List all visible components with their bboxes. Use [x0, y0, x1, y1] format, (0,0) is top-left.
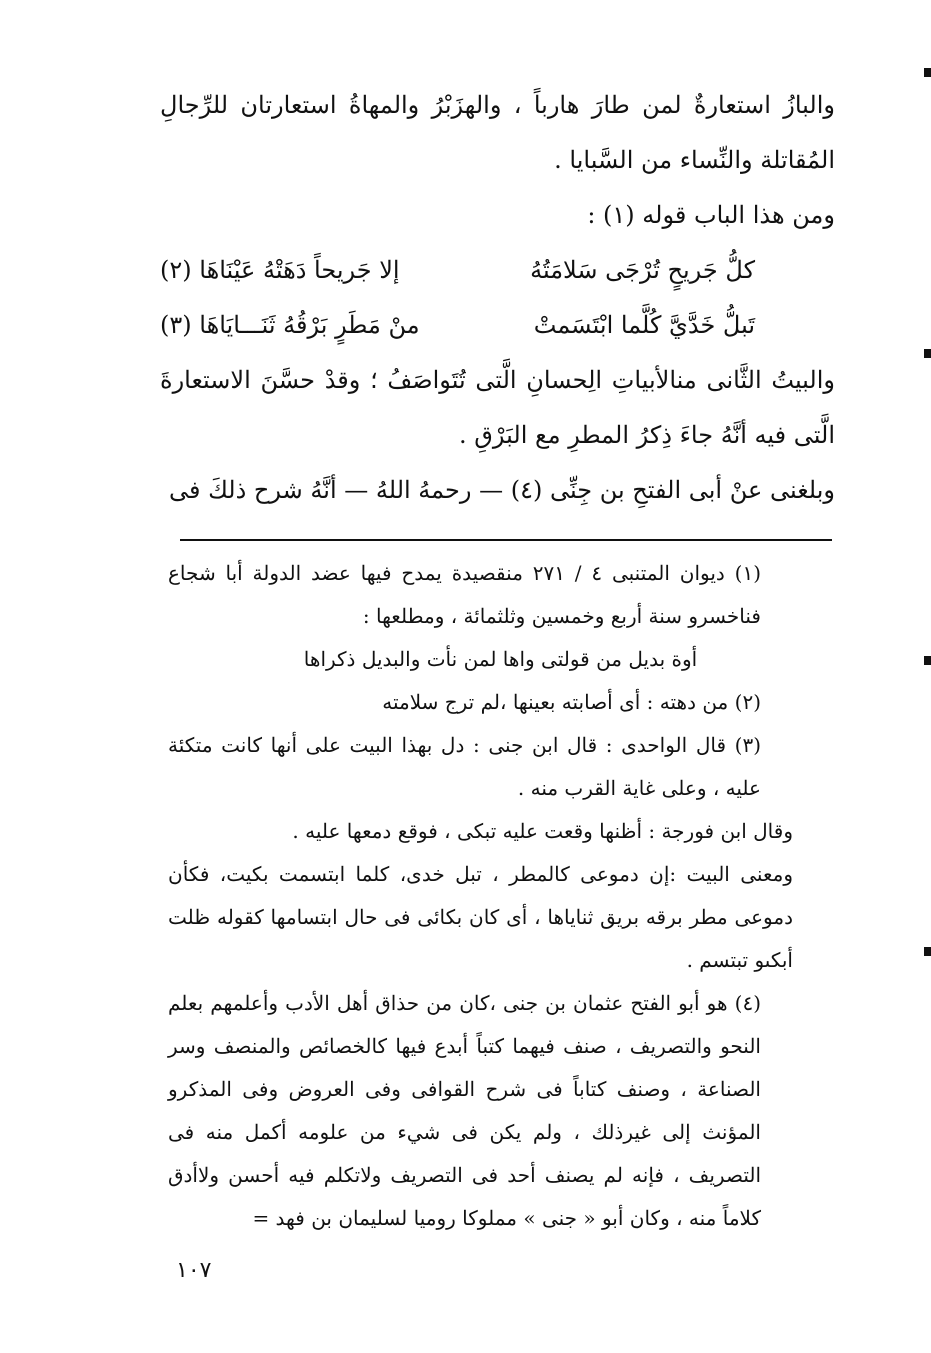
paragraph-3: وبلغنى عنْ أبى الفتحِ بن جِنِّى (٤) — رحمهُ اللهُ — أنَّهُ شرح ذلكَ فى	[168, 476, 835, 504]
footnote-separator	[180, 539, 832, 541]
paragraph-1: والبازُ استعارةٌ لمن طارَ هارباً ، والهزَبْرُ والمهاةُ استعارتان للرِّجالِ المُقاتلة والنِّساء من السَّبايا .	[160, 91, 835, 174]
main-text	[160, 78, 835, 518]
verse-2-first-hemistich: تَبلُّ خَدَّيَّ كُلَّما ابْتَسَمتْ	[533, 311, 755, 339]
footnote-4: (٤) هو أبو الفتح عثمان بن جنى ،كان من حذاق أهل الأدب وأعلمهم بعلم النحو والتصريف ، صنف فيهما كتباً أبدع فيها كالخصائص والمنصف وسر الصناعة ، وصنف كتاباً فى شرح القوافى وفى العروض وفى المذكرو المؤنث إلى غيرذلك ، ولم يكن فى شيء من علومه أكمل منه فى التصريف ، فإنه لم يصنف أحد فى التصريف ولاتكلم فيه أحسن ولاأدق كلاماً منه ، وكان أبو « جنى » مملوكا روميا لسليمان بن فهد =	[168, 991, 761, 1230]
margin-mark	[924, 349, 931, 358]
verse-line-1	[160, 243, 835, 298]
footnote-2: (٢) من دهته : أى أصابته بعينها ،لم ترج سلامته	[382, 690, 761, 714]
footnote-3: (٣) قال الواحدى : قال ابن جنى : دل بهذا البيت على أنها كانت متكئة عليه ، وعلى غاية القرب منه .	[168, 733, 761, 800]
footnote-1: (١) ديوان المتنبى ٤ / ٢٧١ منقصيدة يمدح فيها عضد الدولة أبا شجاع فناخسرو سنة أربع وخمسين وثلثمائة ، ومطلعها :	[168, 561, 761, 628]
verse-2-second-hemistich: منْ مَطَرٍ بَرْقُهُ ثَنَـــايَاهَا (٣)	[160, 311, 420, 339]
footnote-1-verse: أوة بديل من قولتى واها لمن نأت والبديل ذكراها	[303, 647, 698, 671]
paragraph-2: والبيتُ الثَّانى منالأبياتِ الِحسانِ الَّتى تُتَواصَفُ ؛ وقدْ حسَّنَ الاستعارةَ الَّتى فيه أنَّهُ جاءَ ذِكرُ المطرِ مع البَرْقِ .	[160, 366, 835, 449]
margin-mark	[924, 656, 931, 665]
margin-mark	[924, 68, 931, 77]
footnote-3-continuation-1: وقال ابن فورجة : أظنها وقعت عليه تبكى ، فوقع دمعها عليه .	[292, 819, 793, 843]
footnotes	[168, 552, 833, 1240]
page-number: ١٠٧	[176, 1258, 212, 1283]
verse-line-2	[160, 298, 835, 353]
margin-mark	[924, 947, 931, 956]
verse-1-first-hemistich: كلُّ جَريحٍ تُرْجَى سَلامَتُهُ	[530, 256, 755, 284]
footnote-3-continuation-2: ومعنى البيت :إن دموعى كالمطر ، تبل خدى، كلما ابتسمت بكيت، فكأن دموعى مطر برقه بريق ثناياها ، أى كان بكائى فى حال ابتسامها كقوله ظلت أبكىو تبتسم .	[168, 862, 793, 972]
verse-intro: ومن هذا الباب قوله (١) :	[587, 201, 835, 229]
verse-1-second-hemistich: إلا جَريحاً دَهَتْهُ عَيْنَاهَا (٢)	[160, 256, 400, 284]
